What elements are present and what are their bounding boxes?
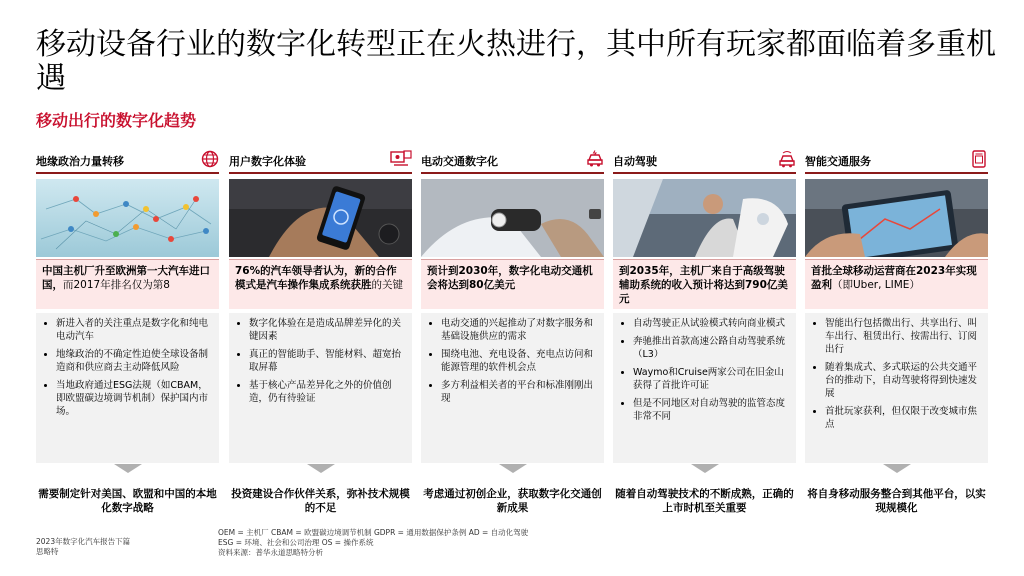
- stat-box: [613, 259, 796, 309]
- stat-box: [421, 259, 604, 309]
- stat-box: [805, 259, 988, 309]
- down-arrow-icon: [691, 464, 719, 473]
- footnote-line: 资料来源：普华永道思略特分析: [218, 548, 323, 557]
- phone-in-car-image: [229, 179, 412, 257]
- tablet-map-image: [805, 179, 988, 257]
- stat-box: [229, 259, 412, 309]
- list-item: • 多方利益相关者的平台和标准刚刚出现: [441, 379, 598, 405]
- column-header: [805, 150, 988, 174]
- list-item: • 奔驰推出首款高速公路自动驾驶系统（L3）: [633, 335, 790, 361]
- column-title: 智能交通服务: [805, 155, 871, 168]
- list-item: • 智能出行包括微出行、共享出行、叫车出行、租赁出行、按需出行、订阅出行: [825, 317, 982, 356]
- self-driving-car-icon: [778, 150, 796, 168]
- column-conclusion: 随着自动驾驶技术的不断成熟，正确的上市时机至关重要: [615, 488, 794, 514]
- list-item: • 电动交通的兴起推动了对数字服务和基础设施供应的需求: [441, 317, 598, 343]
- stat-rest-text: 而2017年排名仅为第8: [63, 279, 170, 291]
- stat-bold-text: 中国主机厂升至欧洲第一大汽车进口国，: [42, 265, 210, 291]
- down-arrow-icon: [883, 464, 911, 473]
- dashboard-screen-icon: [390, 150, 412, 168]
- list-item: • Waymo和Cruise两家公司在旧金山获得了首批许可证: [633, 366, 790, 392]
- list-item: • 随着集成式、多式联运的公共交通平台的推动下，自动驾驶将得到快速发展: [825, 361, 982, 400]
- stat-rest-text: （即Uber, LIME）: [832, 279, 920, 291]
- column-conclusion: 投资建设合作伙伴关系，弥补技术规模的不足: [231, 488, 410, 514]
- globe-icon: [201, 150, 219, 168]
- bullet-list-box: [229, 313, 412, 463]
- column-title: 自动驾驶: [613, 155, 657, 168]
- stat-bold-text: 到2035年，主机厂来自于高级驾驶辅助系统的收入预计将达到790亿美元: [619, 265, 788, 305]
- report-name: 2023年数字化汽车报告下篇: [36, 537, 131, 546]
- page-title: 移动设备行业的数字化转型正在火热进行，其中所有玩家都面临着多重机遇: [36, 27, 996, 96]
- list-item: • 真正的智能助手、智能材料、超宽抬取屏幕: [249, 348, 406, 374]
- list-item: • 围绕电池、充电设备、充电点访问和能源管理的软件机会点: [441, 348, 598, 374]
- trend-column-smart-mobility: [805, 150, 988, 522]
- list-item: • 当地政府通过ESG法规（如CBAM，即欧盟碳边境调节机制）保护国内市场。: [56, 379, 213, 418]
- brand-name: 思略特: [36, 547, 59, 556]
- bullet-list-box: [36, 313, 219, 463]
- car-charging-icon: [586, 150, 604, 168]
- ev-charger-image: [421, 179, 604, 257]
- trend-column-geopolitics: [36, 150, 219, 522]
- down-arrow-icon: [499, 464, 527, 473]
- list-item: • 自动驾驶正从试验模式转向商业模式: [633, 317, 790, 330]
- stat-rest-text: 的关键: [371, 279, 403, 291]
- world-map-pins-image: [36, 179, 219, 257]
- column-conclusion: 需要制定针对美国、欧盟和中国的本地化数字战略: [38, 488, 217, 514]
- trend-column-autonomous-driving: [613, 150, 796, 522]
- column-header: [36, 150, 219, 174]
- stat-box: [36, 259, 219, 309]
- report-footer: [36, 537, 130, 557]
- list-item: • 基于核心产品差异化之外的价值创造，仍有待验证: [249, 379, 406, 405]
- bullet-list-box: [805, 313, 988, 463]
- list-item: • 但是不同地区对自动驾驶的监管态度非常不同: [633, 397, 790, 423]
- column-conclusion: 将自身移动服务整合到其他平台，以实现规模化: [807, 488, 986, 514]
- autonomous-driver-image: [613, 179, 796, 257]
- section-subtitle: 移动出行的数字化趋势: [36, 111, 197, 130]
- list-item: • 首批玩家获利，但仅限于改变城市焦点: [825, 405, 982, 431]
- stat-bold-text: 预计到2030年，数字化电动交通机会将达到80亿美元: [427, 265, 593, 291]
- trend-column-e-mobility: [421, 150, 604, 522]
- column-title: 电动交通数字化: [421, 155, 498, 168]
- stat-bold-text: 76%的汽车领导者认为，新的合作模式是汽车操作集成系统获胜: [235, 265, 397, 291]
- footnote-line: OEM = 主机厂 CBAM = 欧盟碳边境调节机制 GDPR = 通用数据保护条例 AD = 自动化驾驶: [218, 528, 529, 537]
- stat-bold-text: 首批全球移动运营商在2023年实现盈利: [811, 265, 977, 291]
- trend-column-user-experience: [229, 150, 412, 522]
- down-arrow-icon: [307, 464, 335, 473]
- down-arrow-icon: [114, 464, 142, 473]
- column-header: [229, 150, 412, 174]
- bullet-list-box: [421, 313, 604, 463]
- list-item: • 地缘政治的不确定性迫使全球设备制造商和供应商去主动降低风险: [56, 348, 213, 374]
- footnote-line: ESG = 环境、社会和公司治理 OS = 操作系统: [218, 538, 374, 547]
- column-title: 用户数字化体验: [229, 155, 306, 168]
- footnote: [218, 528, 528, 558]
- bullet-list-box: [613, 313, 796, 463]
- column-title: 地缘政治力量转移: [36, 155, 124, 168]
- list-item: • 新进入者的关注重点是数字化和纯电电动汽车: [56, 317, 213, 343]
- column-header: [613, 150, 796, 174]
- column-header: [421, 150, 604, 174]
- list-item: • 数字化体验在是造成品牌差异化的关键因素: [249, 317, 406, 343]
- mobile-app-icon: [970, 150, 988, 168]
- column-conclusion: 考虑通过初创企业，获取数字化交通创新成果: [423, 488, 602, 514]
